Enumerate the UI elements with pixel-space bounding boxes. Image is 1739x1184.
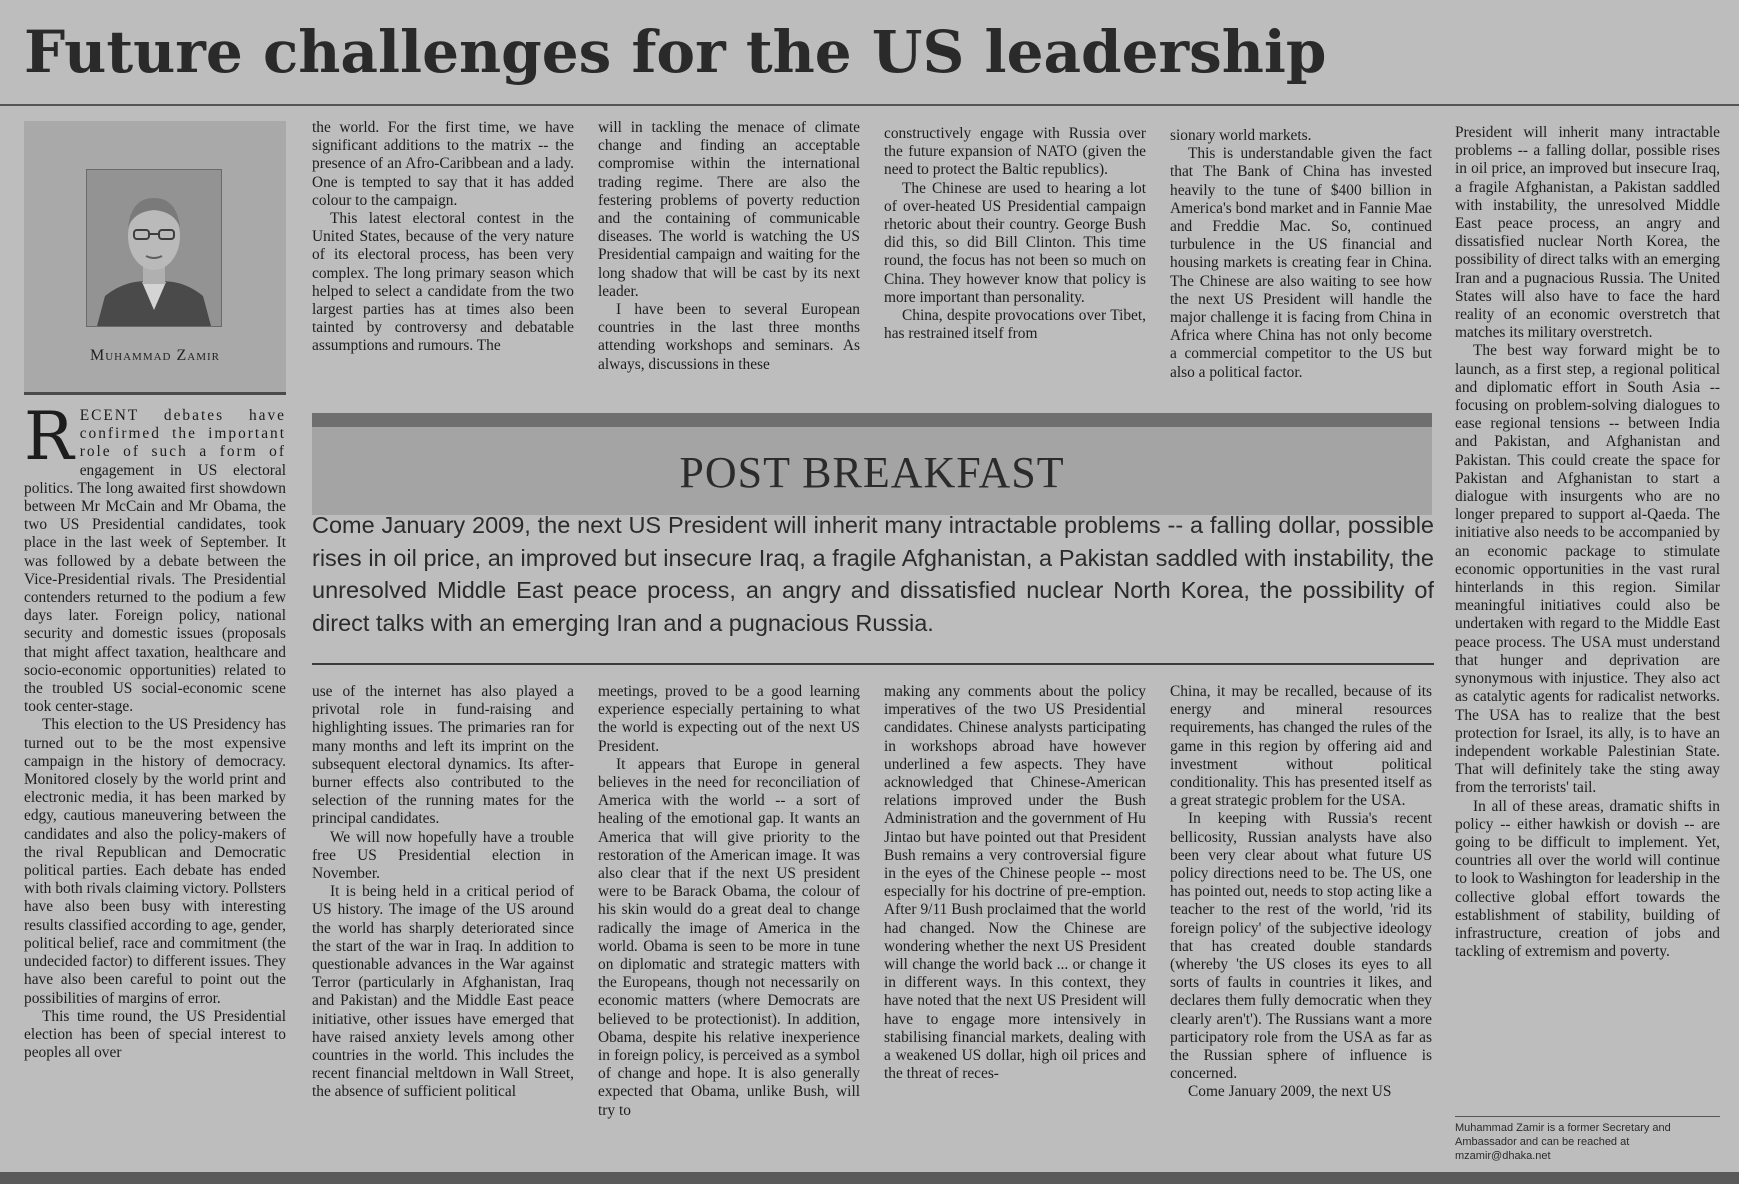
col1-paragraph: This election to the US Presidency has turned out to be the most expensive campaign in the history of democracy. Monitored closely by the world print and electronic media, it has been marked by edgy, cautious maneuvering between the candidates and also the policy-makers of the rival Republican and Democratic political parties. Each debate has ended with both rivals claiming victory. Pollsters have also been busy with interesting results classified according to age, gender, political belief, race and commitment (the undecided factor) to different issues. They have also been careful to point out the possibilities of margins of error. <box>24 716 286 1007</box>
col5-bottom-paragraph: In keeping with Russia's recent bellicosity, Russian analysts have also been very clear about what future US policy directions need to be. The US, one has pointed out, needs to stop acting like a teacher to the rest of the world, 'rid its foreign policy' of the subjective ideology that has created double standards (whereby 'the US closes its eyes to all sorts of faults in countries it likes, and declares them fully democratic when they clearly aren't'). The Russians want a more participatory role from the USA as far as the Russian sphere of influence is concerned. <box>1170 810 1432 1083</box>
col5-top-paragraph: sionary world markets. <box>1170 127 1312 144</box>
column-5-bottom <box>1170 683 1432 1167</box>
headline: Future challenges for the US leadership <box>24 18 1327 86</box>
col2-bottom-paragraph: use of the internet has also played a privotal role in fund-raising and highlighting issues. The primaries ran for many months and left its imprint on the subsequent electoral dynamics. Its after-burner effects also contributed to the selection of the running mates for the principal candidates. <box>312 683 574 828</box>
col5-top-paragraph: This is understandable given the fact that The Bank of China has invested heavily to the tune of $400 billion in America's bond market and in Fannie Mae and Freddie Mac. So, continued turbulence in the US financial and housing markets is creating fear in China. The Chinese are also waiting to see how the next US President will handle the major challenge it is facing from China in Africa where China has not only become a commercial competitor to the US but also a political factor. <box>1170 145 1432 381</box>
col2-bottom-paragraph: It is being held in a critical period of US history. The image of the US around the world has sharply deteriorated since the start of the war in Iraq. In addition to questionable advances in the War against Terror (particularly in Afghanistan, Iraq and Pakistan) and the Middle East peace initiative, other issues have emerged that have raised anxiety levels among other countries in the world. This includes the recent financial meltdown in Wall Street, the absence of sufficient political <box>312 883 574 1101</box>
column-3-bottom <box>598 683 860 1167</box>
column-banner <box>312 413 1432 515</box>
column-title: POST BREAKFAST <box>679 448 1065 497</box>
author-bio: Muhammad Zamir is a former Secretary and Ambassador and can be reached at mzamir@dhaka.net <box>1455 1122 1671 1162</box>
pull-quote-rule <box>312 663 1434 665</box>
col4-top-paragraph: China, despite provocations over Tibet, has restrained itself from <box>884 307 1146 343</box>
byline: Muhammad Zamir <box>89 347 220 364</box>
column-3-top <box>598 119 860 396</box>
drop-cap: R <box>24 407 74 475</box>
bio-rule <box>1455 1116 1720 1117</box>
col6-paragraph: In all of these areas, dramatic shifts in policy -- either hawkish or dovish -- are going to be difficult to implement. Yet, countries all over the world will continue to look to Washington for leadership in the collective global effort towards the establishment of stability, building of infrastructure, creation of jobs and tackling of extremism and poverty. <box>1455 797 1720 961</box>
col3-top-paragraph: will in tackling the menace of climate change and finding an acceptable compromise within the international trading regime. There are also the festering problems of poverty reduction and the containing of communicable diseases. The world is watching the US Presidential campaign and waiting for the long shadow that will be cast by its next leader. <box>598 119 860 300</box>
page-bottom-bar <box>0 1172 1739 1184</box>
col3-bottom-paragraph: It appears that Europe in general believes in the need for reconciliation of America with the world -- a sort of healing of the emotional gap. It wants an America that will give priority to the restoration of the American image. It was also clear that if the next US president were to be Barack Obama, the colour of his skin would do a great deal to change radically the image of America in the world. Obama is seen to be more in tune on diplomatic and strategic matters with the Europeans, though not necessarily on economic matters (where Democrats are believed to be protectionist). In addition, Obama, despite his relative inexperience in foreign policy, is perceived as a symbol of change and hope. It is also generally expected that Obama, unlike Bush, will try to <box>598 755 860 1119</box>
lead-rest: engagement in US electoral politics. The long awaited first showdown between Mr McCain and Mr Obama, the two US Presidential candidates, took place in the last week of September. It was followed by a debate between the Vice-Presidential rivals. The Presidential contenders returned to the podium a few days later. Foreign policy, national security and domestic issues (proposals that might affect taxation, healthcare and socio-economic opportunities) related to the troubled US social-economic scene took center-stage. <box>24 461 286 716</box>
headline-rule <box>0 104 1739 106</box>
col3-bottom-paragraph: meetings, proved to be a good learning experience especially pertaining to what the world is expecting out of the next US President. <box>598 683 860 755</box>
col6-paragraph: President will inherit many intractable problems -- a falling dollar, possible rises in oil price, an improved but insecure Iraq, a fragile Afghanistan, a Pakistan saddled with instability, the unresolved Middle East peace process, an angry and dissatisfied nuclear North Korea, the possibility of direct talks with an emerging Iran and a pugnacious Russia. The United States will also have to face the hard reality of an economic overstretch that matches its military overstretch. <box>1455 124 1720 342</box>
col5-bottom-paragraph: Come January 2009, the next US <box>1188 1083 1392 1101</box>
col2-bottom-paragraph: We will now hopefully have a trouble free US Presidential election in November. <box>312 828 574 883</box>
column-6 <box>1455 124 1720 1109</box>
col5-bottom-paragraph: China, it may be recalled, because of its energy and mineral resources requirements, has changed the rules of the game in this region by offering aid and investment without political conditionality. This has presented itself as a great strategic problem for the USA. <box>1170 683 1432 810</box>
col4-top-paragraph: constructively engage with Russia over the future expansion of NATO (given the need to protect the Baltic republics). <box>884 125 1146 179</box>
col4-bottom-paragraph: making any comments about the policy imperatives of the two US Presidential candidates. Chinese analysts participating in workshops abroad have however underlined a few aspects. They have acknowledged that Chinese-American relations improved under the Bush Administration and the government of Hu Jintao but have pointed out that President Bush remains a very controversial figure in the eyes of the Chinese people -- most especially for his doctrine of pre-emption. After 9/11 Bush proclaimed that the world had changed. Now the Chinese are wondering whether the next US President will change the world back ... or change it in different ways. In this context, they have noted that the next US President will have to engage more intensively in stabilising financial markets, dealing with a weakened US dollar, high oil prices and the threat of reces- <box>884 683 1146 1083</box>
col3-top-paragraph: I have been to several European countries in the last three months attending workshops and seminars. As always, discussions in these <box>598 301 860 373</box>
col6-paragraph: The best way forward might be to launch, as a first step, a regional political and diplomatic effort in South Asia -- focusing on problem-solving dialogues to ease regional tensions -- between India and Pakistan, and Afghanistan and Pakistan. This could create the space for Pakistan and Afghanistan to start a dialogue with insurgents who are no longer prepared to support al-Qaeda. The initiative also needs to be accompanied by an economic package to stimulate economic opportunities in the vast rural hinterlands in this region. Similar meaningful initiatives could also be undertaken with regard to the Middle East peace process. The USA must understand that hunger and deprivation are synonymous with injustice. They also act as catalytic agents for radicalist networks. The USA has to realize that the best protection for Israel, its ally, is to have an independent workable Palestinian State. That will definitely take the sting away from the terrorists' tail. <box>1455 342 1720 797</box>
column-5-top <box>1170 127 1432 399</box>
col2-top-paragraph: the world. For the first time, we have significant additions to the matrix -- the presence of an Afro-Caribbean and a lady. One is tempted to say that it has added colour to the campaign. <box>312 119 574 209</box>
author-photo <box>86 169 222 327</box>
pull-quote: Come January 2009, the next US President will inherit many intractable problems -- a falling dollar, possible rises in oil price, an improved but insecure Iraq, a fragile Afghanistan, a Pakistan saddled with instability, the unresolved Middle East peace process, an angry and dissatisfied nuclear North Korea, the possibility of direct talks with an emerging Iran and a pugnacious Russia. <box>312 512 1434 636</box>
column-4-top <box>884 125 1146 396</box>
column-2-top <box>312 119 574 396</box>
author-photo-box <box>24 121 286 395</box>
col4-top-paragraph: The Chinese are used to hearing a lot of over-heated US Presidential campaign rhetoric about their country. George Bush did this, so did Bill Clinton. This time round, the focus has not been so much on China. They however know that policy is more important than personality. <box>884 179 1146 306</box>
lead-paragraph <box>24 407 286 716</box>
column-1 <box>24 407 286 1167</box>
column-2-bottom <box>312 683 574 1167</box>
column-4-bottom <box>884 683 1146 1167</box>
lead-first-words: ECENT debates have confirmed the important role of such a form of <box>79 407 286 461</box>
col2-top-paragraph: This latest electoral contest in the United States, because of the very nature of its electoral process, has been very complex. The long primary season which helped to select a candidate from the two largest parties has at times also been tainted by controversy and debatable assumptions and rumours. The <box>312 210 574 355</box>
col1-paragraph: This time round, the US Presidential election has been of special interest to peoples all over <box>24 1007 286 1062</box>
